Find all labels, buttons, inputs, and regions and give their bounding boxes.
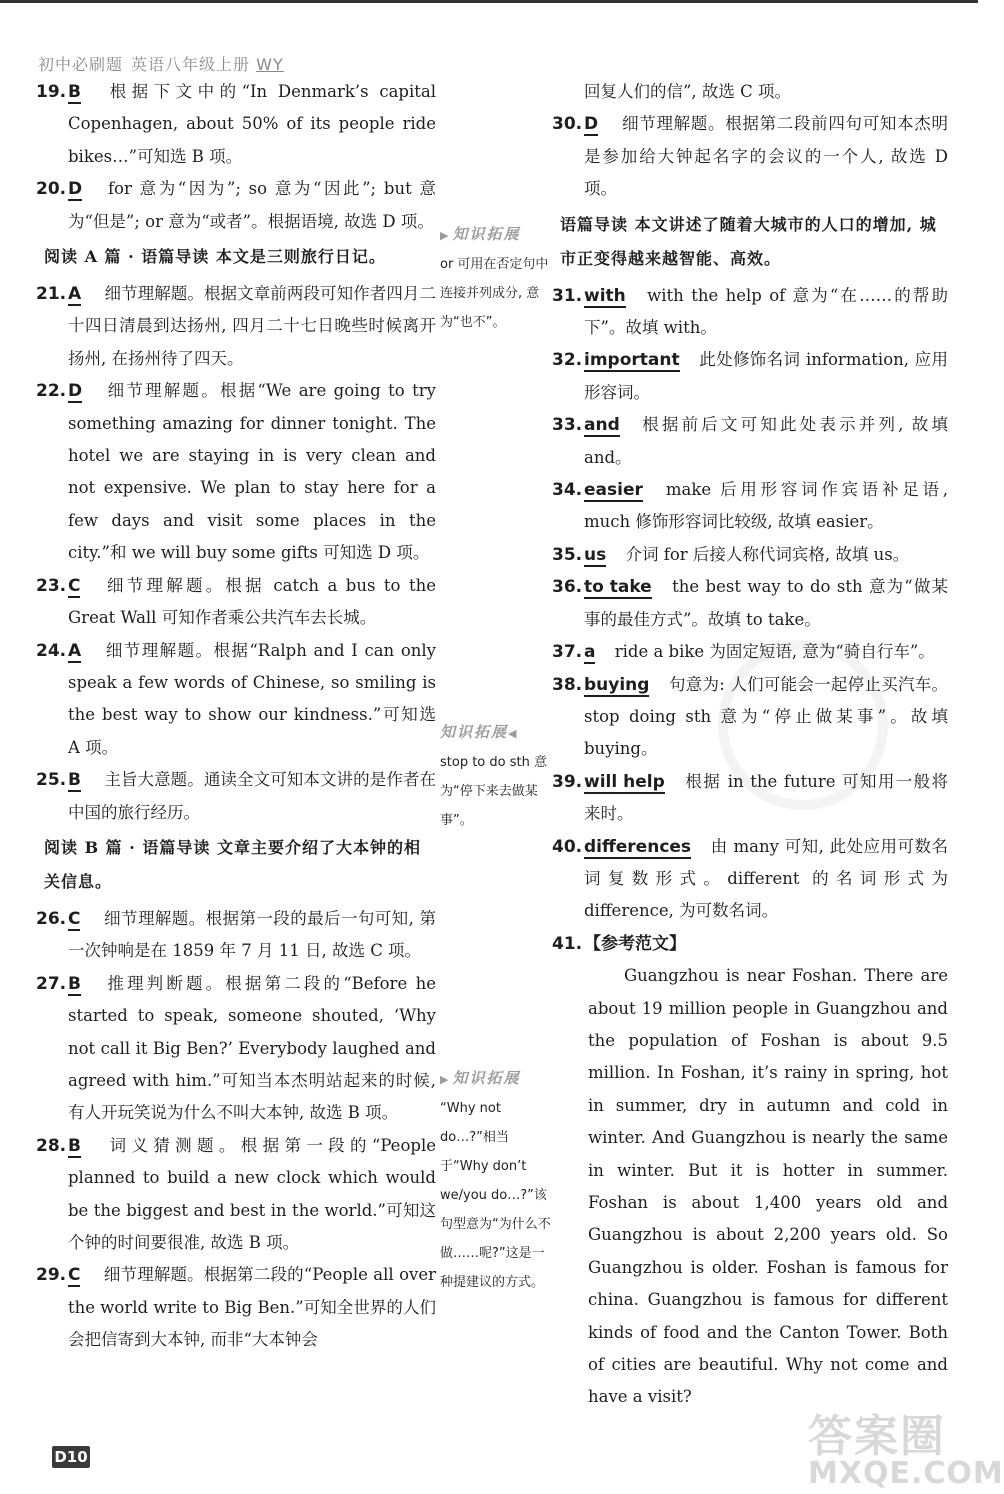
- item-number: 22.: [36, 381, 67, 402]
- answer-item-35: [552, 539, 948, 571]
- item-answer: B: [68, 82, 81, 102]
- item-answer: B: [68, 1135, 81, 1156]
- note-heading: ▶ 知识拓展: [440, 225, 521, 243]
- answer-item-22: [36, 375, 436, 569]
- note-heading: ▶ 知识拓展: [440, 1069, 521, 1087]
- item-explanation: 根据前后文可知此处表示并列, 故填 and。: [584, 415, 948, 467]
- item-number: 25.: [36, 770, 67, 791]
- answer-item-29: [36, 1259, 436, 1356]
- item-explanation: 细节理解题。根据文章前两段可知作者四月二十四日清晨到达扬州, 四月二十七日晚些时候离开扬州, 在扬州待了四天。: [68, 284, 436, 368]
- item-explanation: 主旨大意题。通读全文可知本文讲的是作者在中国的旅行经历。: [68, 770, 437, 822]
- item-explanation: 细节理解题。根据第一段的最后一句可知, 第一次钟响是在 1859 年 7 月 11 日, 故选 C 项。: [68, 908, 436, 961]
- item-explanation: the best way to do sth 意为“做某事的最佳方式”。故填 to take。: [584, 577, 949, 629]
- site-watermark: [800, 1400, 1004, 1494]
- answer-item-27: [36, 968, 436, 1130]
- item-answer: easier: [584, 480, 643, 501]
- item-number: 38.: [552, 674, 583, 695]
- answer-item-25: [36, 764, 436, 829]
- items-31-40: [552, 280, 948, 928]
- answer-item-32: [552, 344, 948, 409]
- item-answer: B: [68, 770, 81, 791]
- answer-item-38: [552, 669, 948, 766]
- header-subject: 英语八年级上册: [131, 55, 251, 74]
- item-number: 34.: [552, 480, 583, 501]
- item-answer: D: [68, 179, 83, 200]
- essay-title: 【参考范文】: [584, 933, 686, 954]
- item-explanation: 回复人们的信”, 故选 C 项。: [584, 82, 792, 101]
- answer-item-20: [36, 173, 436, 238]
- item-explanation: 细节理解题。根据“Ralph and I can only speak a few words of Chinese, so smiling is the best way to show our kindness.”可知选 A 项。: [68, 640, 436, 757]
- triangle-marker-icon: ▶: [440, 229, 451, 242]
- item-answer: buying: [584, 674, 650, 695]
- answer-item-40: [552, 831, 948, 928]
- note-text: “Why not do…?”相当于“Why don’t we/you do…?”该句型意为“为什么不做……呢?”这是一种提建议的方式。: [440, 1101, 551, 1290]
- right-column: [552, 76, 948, 1414]
- note-text: or 可用在否定句中连接并列成分, 意为“也不”。: [440, 257, 549, 330]
- item-number: 19.: [36, 82, 67, 102]
- items-19-20: [36, 76, 436, 238]
- item-explanation: 细节理解题。根据 catch a bus to the Great Wall 可知作者乘公共汽车去长城。: [68, 575, 436, 628]
- item-number: 41.: [552, 933, 583, 954]
- item-number: 33.: [552, 415, 583, 436]
- answer-item-23: [36, 570, 436, 635]
- item-29-continuation: [552, 76, 948, 108]
- item-explanation: 细节理解题。根据“We are going to try something amazing for dinner tonight. The hotel we are staying in is very clean and not expensive. We plan to stay here for a few days and visit some places in the city.”和 we will buy some gifts 可知选 D 项。: [68, 381, 436, 563]
- reading-b-guide: [44, 831, 436, 899]
- answer-item-21: [36, 278, 436, 375]
- guide-text: 文章主要介绍了大本钟的相关信息。: [44, 837, 421, 891]
- note-text: stop to do sth 意为“停下来去做某事”。: [440, 755, 547, 828]
- item-answer: A: [68, 284, 82, 305]
- item-answer: C: [68, 908, 81, 929]
- answer-item-41: [552, 928, 948, 960]
- watermark-url: MXQE.COM: [808, 1456, 1004, 1491]
- item-number: 35.: [552, 544, 583, 565]
- item-number: 30.: [552, 114, 583, 135]
- header-book: 初中必刷题: [38, 55, 124, 74]
- item-explanation: 介词 for 后接人称代词宾格, 故填 us。: [625, 544, 910, 564]
- guide-label: 阅读 A 篇 · 语篇导读: [44, 247, 210, 267]
- item-explanation: 根据下文中的“In Denmark’s capital Copenhagen, about 50% of its people ride bikes…”可知选 B 项。: [68, 82, 436, 166]
- item-answer: a: [584, 642, 596, 663]
- item-explanation: 由 many 可知, 此处应用可数名词复数形式。different 的名词形式为 difference, 为可数名词。: [584, 836, 948, 921]
- answer-item-33: [552, 409, 948, 474]
- item-number: 31.: [552, 285, 583, 306]
- page-number: D10: [52, 1446, 90, 1468]
- item-number: 36.: [552, 577, 583, 598]
- item-number: 32.: [552, 350, 583, 371]
- item-answer: C: [68, 575, 81, 596]
- answer-item-26: [36, 903, 436, 968]
- passage-guide: [560, 208, 948, 276]
- item-answer: with: [584, 285, 626, 306]
- guide-label: 阅读 B 篇 · 语篇导读: [44, 837, 211, 857]
- item-answer: and: [584, 415, 620, 436]
- header-edition: WY: [256, 55, 284, 74]
- item-answer: to take: [584, 577, 652, 598]
- item-number: 23.: [36, 575, 67, 596]
- left-column: [36, 76, 436, 1357]
- answer-item-39: [552, 766, 948, 831]
- reading-a-guide: [44, 240, 436, 274]
- answer-item-37: [552, 636, 948, 668]
- note-heading: 知识拓展◀: [440, 723, 519, 741]
- item-answer: D: [68, 381, 83, 402]
- item-number: 20.: [36, 179, 67, 200]
- answer-item-31: [552, 280, 948, 345]
- guide-text: 本文是三则旅行日记。: [215, 247, 386, 267]
- running-header: [38, 52, 284, 75]
- item-number: 27.: [36, 973, 67, 994]
- items-26-29: [36, 903, 436, 1357]
- item-number: 28.: [36, 1135, 67, 1156]
- item-number: 26.: [36, 908, 67, 929]
- item-explanation: 词义猜测题。根据第一段的“People planned to build a new clock which would be the biggest and best in the world.”可知这个钟的时间要很准, 故选 B 项。: [68, 1135, 436, 1252]
- item-answer: D: [584, 114, 599, 135]
- knowledge-note-1: [440, 220, 552, 337]
- item-explanation: 句意为: 人们可能会一起停止买汽车。stop doing sth 意为“停止做某事”。故填 buying。: [584, 674, 948, 759]
- model-essay: Guangzhou is near Foshan. There are about 19 million people in Guangzhou and the population of Foshan is about 9.5 million. In Foshan, it’s rainy in spring, hot in summer, dry in autumn and cold in winter. And Guangzhou is nearly the same in winter. But it is hotter in summer. Foshan is about 1,400 years old and Guangzhou is about 2,200 years old. So Guangzhou is older. Foshan is famous for china. Guangzhou is famous for different kinds of food and the Canton Tower. Both of cities are beautiful. Why not come and have a visit?: [588, 966, 948, 1407]
- item-answer: will help: [584, 771, 665, 792]
- item-answer: us: [584, 544, 607, 565]
- item-answer: B: [68, 973, 81, 994]
- item-answer: important: [584, 350, 680, 371]
- item-number: 29.: [36, 1265, 67, 1286]
- item-number: 24.: [36, 640, 67, 661]
- item-answer: differences: [584, 836, 692, 857]
- item-explanation: 细节理解题。根据第二段的“People all over the world write to Big Ben.”可知全世界的人们会把信寄到大本钟, 而非“大本钟会: [68, 1265, 436, 1350]
- item-explanation: 根据 in the future 可知用一般将来时。: [584, 771, 948, 824]
- answer-item-28: [36, 1130, 436, 1260]
- knowledge-note-3: [440, 1064, 552, 1297]
- item-explanation: ride a bike 为固定短语, 意为“骑自行车”。: [614, 642, 935, 662]
- item-explanation: 此处修饰名词 information, 应用形容词。: [584, 350, 948, 402]
- answer-item-30: [552, 108, 948, 205]
- answer-item-34: [552, 474, 948, 539]
- item-number: 40.: [552, 836, 583, 857]
- item-explanation: 推理判断题。根据第二段的“Before he started to speak, someone shouted, ‘Why not call it Big Ben?’ Everybody laughed and agreed with him.”可知当本杰明站起来的时候, 有人开玩笑说为什么不叫大本钟, 故选 B 项。: [68, 973, 437, 1123]
- answer-item-19: [36, 76, 436, 173]
- item-answer: C: [68, 1265, 81, 1286]
- knowledge-note-2: [440, 718, 552, 835]
- item-answer: A: [68, 640, 82, 661]
- triangle-marker-icon: ◀: [508, 727, 519, 740]
- item-explanation: make 后用形容词作宾语补足语, much 修饰形容词比较级, 故填 easier。: [584, 480, 948, 532]
- item-number: 21.: [36, 284, 67, 305]
- answer-item-24: [36, 635, 436, 765]
- guide-text: 本文讲述了随着大城市的人口的增加, 城市正变得越来越智能、高效。: [560, 214, 937, 268]
- triangle-marker-icon: ▶: [440, 1073, 451, 1086]
- item-explanation: for 意为“因为”; so 意为“因此”; but 意为“但是”; or 意为“或者”。根据语境, 故选 D 项。: [68, 179, 437, 231]
- item-number: 39.: [552, 771, 583, 792]
- top-rule: [0, 0, 978, 3]
- items-21-25: [36, 278, 436, 829]
- guide-label: 语篇导读: [560, 214, 629, 234]
- answer-item-36: [552, 571, 948, 636]
- item-explanation: with the help of 意为“在……的帮助下”。故填 with。: [584, 285, 948, 338]
- item-number: 37.: [552, 642, 583, 663]
- watermark-logo-text: 答案圈: [808, 1411, 946, 1462]
- item-explanation: 细节理解题。根据第二段前四句可知本杰明是参加给大钟起名字的会议的一个人, 故选 D 项。: [584, 114, 948, 199]
